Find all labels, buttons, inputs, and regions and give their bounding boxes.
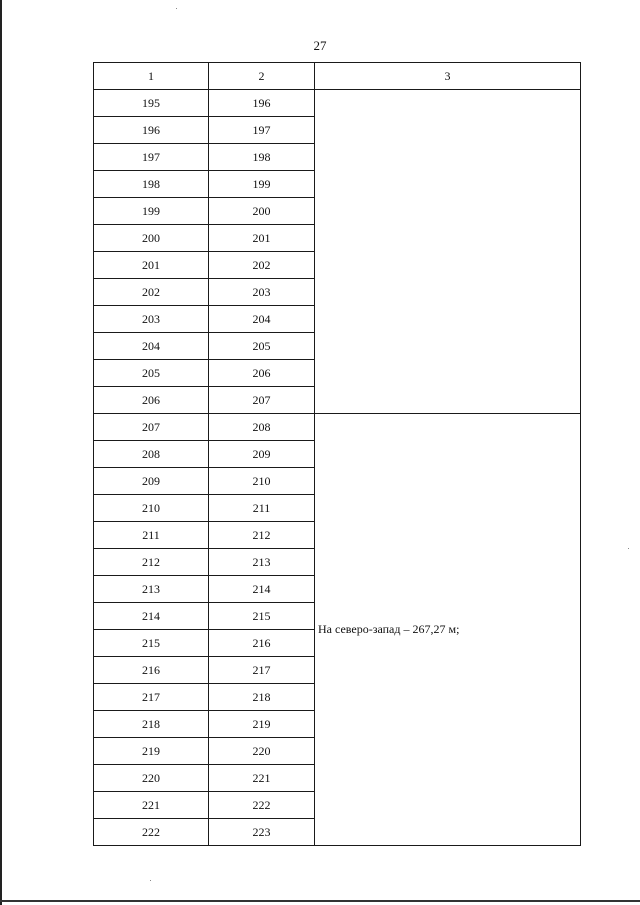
scan-speck <box>150 880 151 881</box>
cell-point-to: 211 <box>209 495 315 522</box>
cell-point-to: 223 <box>209 819 315 846</box>
cell-point-from: 197 <box>94 144 209 171</box>
table-row <box>94 90 581 117</box>
scan-speck <box>176 8 177 9</box>
cell-point-from: 210 <box>94 495 209 522</box>
cell-point-from: 214 <box>94 603 209 630</box>
cell-point-from: 207 <box>94 414 209 441</box>
cell-point-to: 202 <box>209 252 315 279</box>
coordinates-table <box>93 62 581 846</box>
cell-point-from: 219 <box>94 738 209 765</box>
cell-point-to: 212 <box>209 522 315 549</box>
header-col-3: 3 <box>315 63 581 90</box>
cell-point-to: 203 <box>209 279 315 306</box>
table-body <box>94 90 581 846</box>
cell-point-from: 206 <box>94 387 209 414</box>
cell-point-from: 195 <box>94 90 209 117</box>
cell-point-from: 217 <box>94 684 209 711</box>
cell-point-from: 218 <box>94 711 209 738</box>
cell-point-to: 218 <box>209 684 315 711</box>
cell-point-to: 198 <box>209 144 315 171</box>
cell-point-to: 209 <box>209 441 315 468</box>
cell-direction-description: На северо-запад – 267,27 м; <box>315 414 581 846</box>
cell-point-from: 216 <box>94 657 209 684</box>
cell-point-to: 222 <box>209 792 315 819</box>
cell-point-to: 217 <box>209 657 315 684</box>
cell-point-to: 220 <box>209 738 315 765</box>
cell-point-from: 222 <box>94 819 209 846</box>
cell-point-from: 199 <box>94 198 209 225</box>
cell-point-to: 219 <box>209 711 315 738</box>
cell-point-to: 205 <box>209 333 315 360</box>
cell-point-from: 208 <box>94 441 209 468</box>
cell-point-to: 210 <box>209 468 315 495</box>
scan-speck <box>628 548 629 549</box>
page-number: 27 <box>313 38 327 53</box>
cell-point-from: 196 <box>94 117 209 144</box>
cell-point-from: 213 <box>94 576 209 603</box>
cell-point-from: 212 <box>94 549 209 576</box>
scan-left-edge <box>0 0 2 905</box>
cell-point-to: 197 <box>209 117 315 144</box>
scan-bottom-edge <box>0 900 640 902</box>
cell-point-to: 215 <box>209 603 315 630</box>
cell-point-from: 205 <box>94 360 209 387</box>
cell-point-from: 221 <box>94 792 209 819</box>
header-col-2: 2 <box>209 63 315 90</box>
cell-point-to: 200 <box>209 198 315 225</box>
cell-point-from: 202 <box>94 279 209 306</box>
cell-point-to: 214 <box>209 576 315 603</box>
cell-point-to: 216 <box>209 630 315 657</box>
cell-point-to: 208 <box>209 414 315 441</box>
cell-point-to: 207 <box>209 387 315 414</box>
cell-point-to: 204 <box>209 306 315 333</box>
cell-point-from: 198 <box>94 171 209 198</box>
table-header-row <box>94 63 581 90</box>
cell-direction-description <box>315 90 581 414</box>
cell-point-from: 204 <box>94 333 209 360</box>
cell-point-to: 196 <box>209 90 315 117</box>
cell-point-from: 209 <box>94 468 209 495</box>
cell-point-from: 215 <box>94 630 209 657</box>
cell-point-to: 201 <box>209 225 315 252</box>
cell-point-to: 206 <box>209 360 315 387</box>
table-row <box>94 414 581 441</box>
cell-point-from: 203 <box>94 306 209 333</box>
cell-point-from: 220 <box>94 765 209 792</box>
header-col-1: 1 <box>94 63 209 90</box>
cell-point-from: 211 <box>94 522 209 549</box>
cell-point-from: 200 <box>94 225 209 252</box>
cell-point-from: 201 <box>94 252 209 279</box>
cell-point-to: 221 <box>209 765 315 792</box>
cell-point-to: 199 <box>209 171 315 198</box>
cell-point-to: 213 <box>209 549 315 576</box>
